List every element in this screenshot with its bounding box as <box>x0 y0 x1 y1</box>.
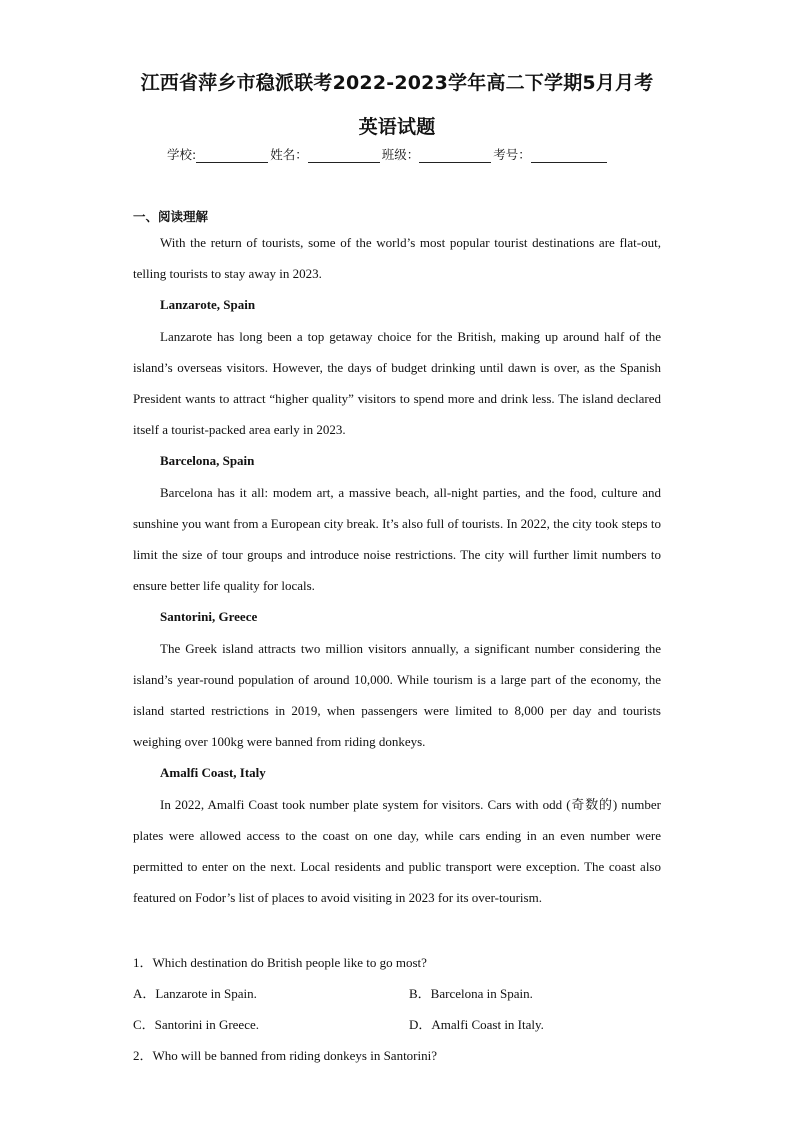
place-paragraph: Barcelona has it all: modem art, a massive beach, all-night parties, and the food, culture and sunshine you want from a European city break. It’s also full of tourists. In 2022, the city took steps to limit the size of tour groups and introduce noise restrictions. The city will further limit numbers to ensure better life quality for locals. <box>133 484 661 594</box>
school-label: 学校: <box>167 147 197 162</box>
reading-passage <box>133 227 661 913</box>
class-field[interactable] <box>419 148 491 163</box>
place-heading: Lanzarote, Spain <box>160 297 256 313</box>
exam-number-field[interactable] <box>531 148 607 163</box>
place-paragraph: In 2022, Amalfi Coast took number plate system for visitors. Cars with odd (奇数的) number plates were allowed access to the coast on one day, while cars ending in an even number were permitted to enter on the next. Local residents and public transport were exception. The coast also featured on Fodor’s list of places to avoid visiting in 2023 for its over-tourism. <box>133 796 661 906</box>
class-label: 班级： <box>381 147 420 162</box>
place-paragraph: The Greek island attracts two million visitors annually, a significant number considering the island’s year-round population of around 10,000. While tourism is a large part of the economy, the island started restrictions in 2019, when passengers were limited to 8,000 per day and tourists weighing over 100kg were banned from riding donkeys. <box>133 640 661 750</box>
place-heading: Santorini, Greece <box>160 609 258 625</box>
name-label: 姓名： <box>270 147 308 162</box>
question-2-stem: 2．Who will be banned from riding donkeys in Santorini? <box>133 1048 438 1063</box>
passage-intro: With the return of tourists, some of the world’s most popular tourist destinations are flat-out, telling tourists to stay away in 2023. <box>133 235 661 282</box>
section-heading: 一、阅读理解 <box>133 209 209 224</box>
student-info-line <box>167 145 609 163</box>
question-1-option-b[interactable]: B．Barcelona in Spain. <box>409 986 533 1001</box>
school-field[interactable] <box>196 148 268 163</box>
question-1-option-a[interactable]: A．Lanzarote in Spain. <box>133 986 257 1001</box>
exam-title: 江西省萍乡市稳派联考2022-2023学年高二下学期5月月考 <box>140 72 654 94</box>
place-paragraph: Lanzarote has long been a top getaway choice for the British, making up around half of the island’s overseas visitors. However, the days of budget drinking until dawn is over, as the Spanish President wants to attract “higher quality” visitors to spend more and drink less. The island declared itself a tourist-packed area early in 2023. <box>133 328 661 438</box>
question-1-option-d[interactable]: D．Amalfi Coast in Italy. <box>409 1017 544 1032</box>
name-field[interactable] <box>308 148 380 163</box>
place-heading: Barcelona, Spain <box>160 453 255 469</box>
question-1-option-c[interactable]: C．Santorini in Greece. <box>133 1017 259 1032</box>
exam-number-label: 考号： <box>493 147 531 162</box>
place-heading: Amalfi Coast, Italy <box>160 765 266 781</box>
question-1-stem: 1．Which destination do British people like to go most? <box>133 955 427 970</box>
exam-subject: 英语试题 <box>358 116 436 138</box>
